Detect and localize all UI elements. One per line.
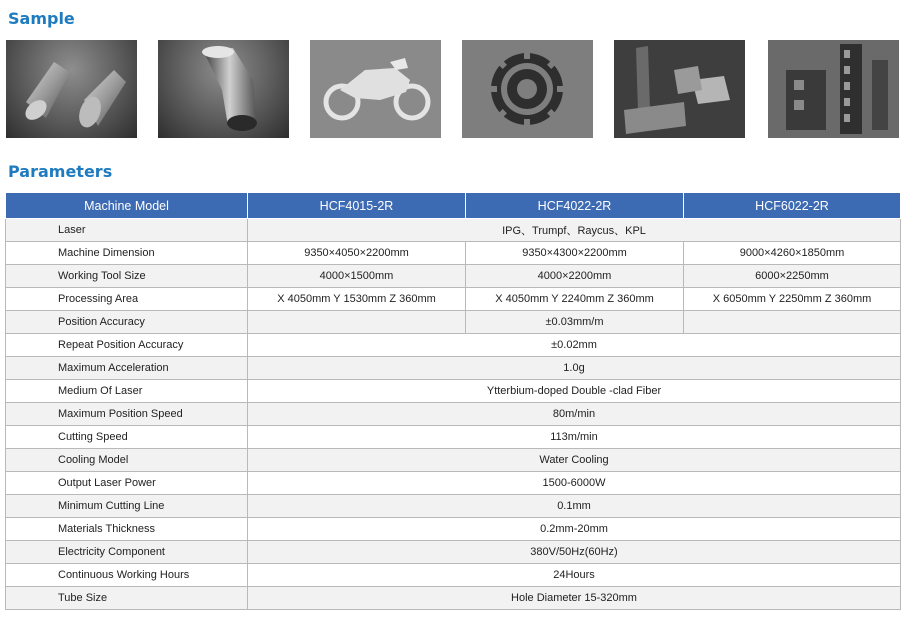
- table-row: [6, 518, 901, 541]
- elbow-pipe-photo: [158, 40, 289, 138]
- gear-plate-photo: [462, 40, 593, 138]
- header-model-1: HCF4015-2R: [248, 193, 466, 219]
- row-label: Output Laser Power: [6, 472, 248, 495]
- row-value: 9350×4300×2200mm: [466, 242, 684, 265]
- row-label: Machine Dimension: [6, 242, 248, 265]
- table-row: [6, 311, 901, 334]
- row-label: Processing Area: [6, 288, 248, 311]
- row-value: X 4050mm Y 2240mm Z 360mm: [466, 288, 684, 311]
- table-row: [6, 357, 901, 380]
- parameters-section-title: Parameters: [8, 162, 113, 181]
- row-label: Materials Thickness: [6, 518, 248, 541]
- row-label: Laser: [6, 219, 248, 242]
- slotted-beam-photo: [768, 40, 899, 138]
- row-value: 0.2mm-20mm: [248, 518, 901, 541]
- row-value: 6000×2250mm: [684, 265, 901, 288]
- table-row: [6, 380, 901, 403]
- row-value: IPG、Trumpf、Raycus、KPL: [248, 219, 901, 242]
- row-value: 9000×4260×1850mm: [684, 242, 901, 265]
- row-value: X 6050mm Y 2250mm Z 360mm: [684, 288, 901, 311]
- row-value: 0.1mm: [248, 495, 901, 518]
- row-value: [248, 311, 466, 334]
- table-row: [6, 449, 901, 472]
- row-value: Hole Diameter 15-320mm: [248, 587, 901, 610]
- row-value: 4000×2200mm: [466, 265, 684, 288]
- table-row: [6, 219, 901, 242]
- row-label: Cutting Speed: [6, 426, 248, 449]
- cut-tube-pieces-photo: [6, 40, 137, 138]
- table-row: [6, 587, 901, 610]
- table-row: [6, 334, 901, 357]
- row-value: Water Cooling: [248, 449, 901, 472]
- row-value: 1.0g: [248, 357, 901, 380]
- table-row: [6, 265, 901, 288]
- row-value: 113m/min: [248, 426, 901, 449]
- table-row: [6, 288, 901, 311]
- row-value: 4000×1500mm: [248, 265, 466, 288]
- header-model-2: HCF4022-2R: [466, 193, 684, 219]
- motorcycle-cutout-photo: [310, 40, 441, 138]
- row-value: 1500-6000W: [248, 472, 901, 495]
- row-label: Cooling Model: [6, 449, 248, 472]
- row-value: ±0.02mm: [248, 334, 901, 357]
- row-value: ±0.03mm/m: [466, 311, 684, 334]
- table-row: [6, 564, 901, 587]
- row-label: Tube Size: [6, 587, 248, 610]
- header-machine-model: Machine Model: [6, 193, 248, 219]
- row-label: Maximum Acceleration: [6, 357, 248, 380]
- profile-parts-photo: [614, 40, 745, 138]
- table-header-row: [6, 193, 901, 219]
- row-label: Medium Of Laser: [6, 380, 248, 403]
- row-value: X 4050mm Y 1530mm Z 360mm: [248, 288, 466, 311]
- row-value: 24Hours: [248, 564, 901, 587]
- parameters-table: [5, 192, 901, 610]
- sample-section-title: Sample: [8, 9, 75, 28]
- table-row: [6, 495, 901, 518]
- row-label: Minimum Cutting Line: [6, 495, 248, 518]
- row-value: 9350×4050×2200mm: [248, 242, 466, 265]
- table-row: [6, 541, 901, 564]
- row-label: Electricity Component: [6, 541, 248, 564]
- row-label: Repeat Position Accuracy: [6, 334, 248, 357]
- row-label: Position Accuracy: [6, 311, 248, 334]
- row-value: 80m/min: [248, 403, 901, 426]
- table-row: [6, 426, 901, 449]
- row-label: Maximum Position Speed: [6, 403, 248, 426]
- table-row: [6, 403, 901, 426]
- row-value: Ytterbium-doped Double -clad Fiber: [248, 380, 901, 403]
- table-row: [6, 472, 901, 495]
- row-value: 380V/50Hz(60Hz): [248, 541, 901, 564]
- row-value: [684, 311, 901, 334]
- sample-gallery: [6, 40, 900, 138]
- row-label: Working Tool Size: [6, 265, 248, 288]
- header-model-3: HCF6022-2R: [684, 193, 901, 219]
- table-row: [6, 242, 901, 265]
- row-label: Continuous Working Hours: [6, 564, 248, 587]
